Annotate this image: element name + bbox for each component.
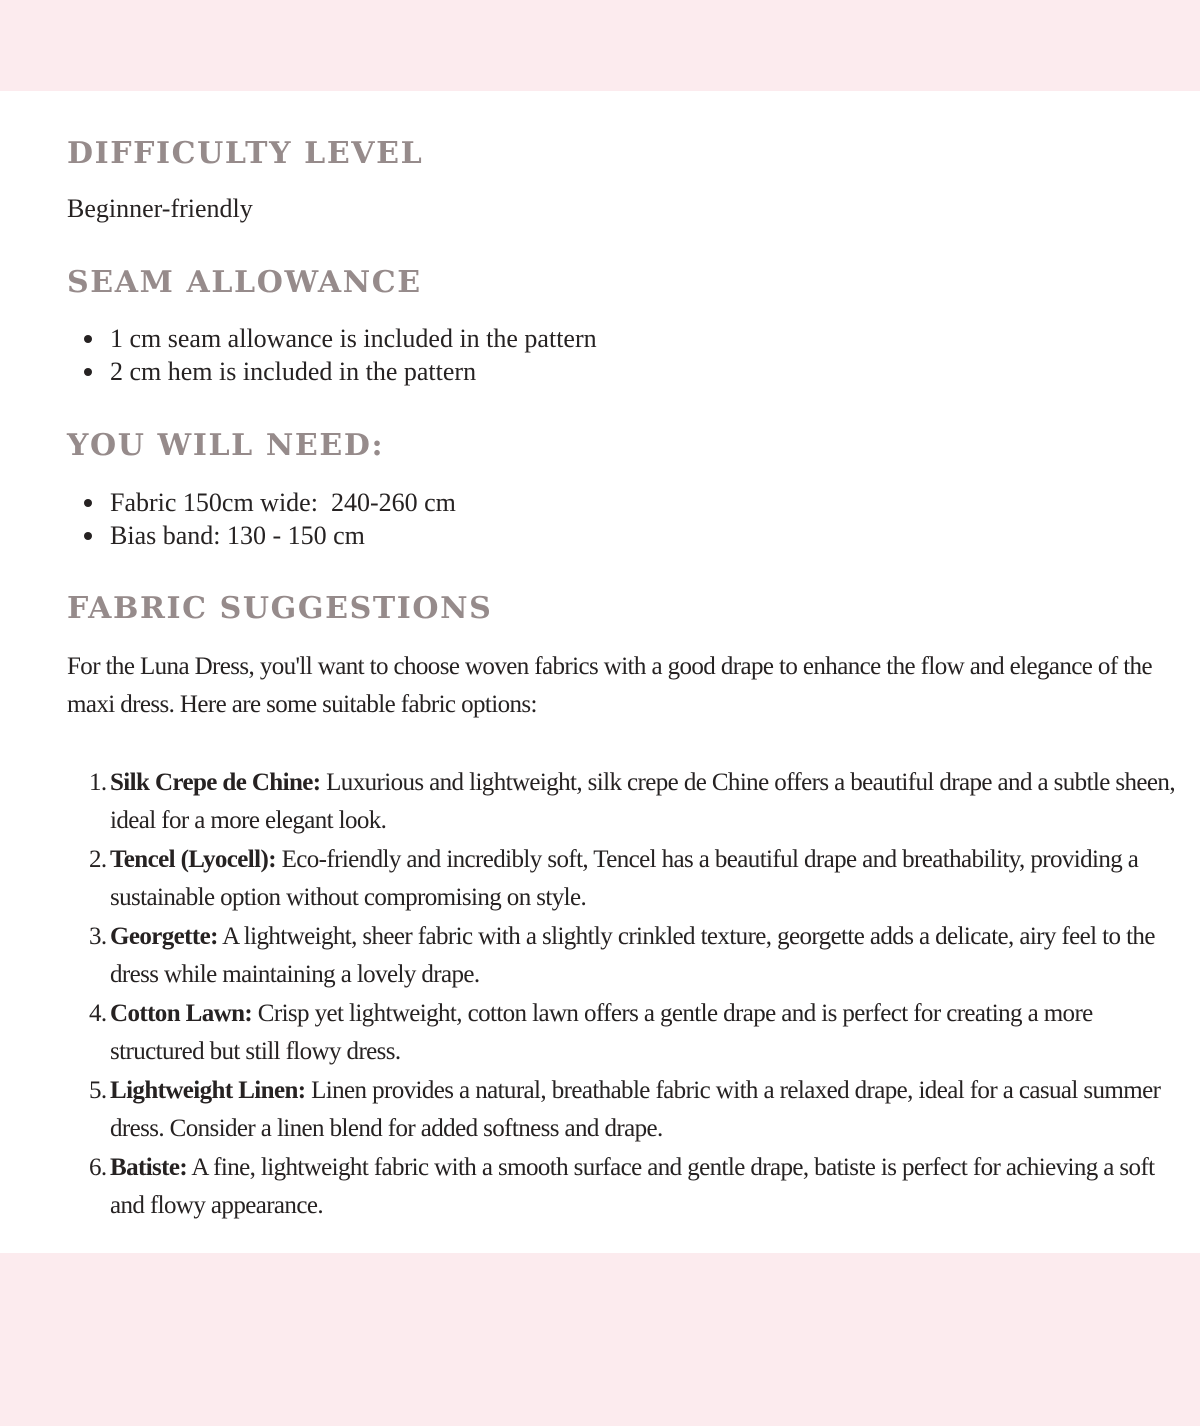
fabric-description: Eco-friendly and incredibly soft, Tencel has a beautiful drape and breathability, providing a sustainable option without compromising on style.: [110, 846, 1139, 911]
list-item: [67, 918, 1177, 995]
bullet-icon: [84, 368, 92, 376]
list-number: 1.: [89, 769, 107, 796]
bullet-icon: [84, 335, 92, 343]
fabric-description: Luxurious and lightweight, silk crepe de Chine offers a beautiful drape and a subtle sheen, ideal for a more elegant look.: [110, 769, 1175, 834]
fabric-name: Lightweight Linen:: [110, 1077, 306, 1104]
list-item: [67, 1149, 1177, 1226]
fabric-description: Crisp yet lightweight, cotton lawn offers a gentle drape and is perfect for creating a more structured but still flowy dress.: [110, 1000, 1093, 1065]
list-item: [67, 519, 456, 552]
list-item: [67, 322, 597, 355]
list-number: 2.: [89, 846, 107, 873]
difficulty-heading: DIFFICULTY LEVEL: [67, 136, 424, 171]
fabric-suggestions-heading: FABRIC SUGGESTIONS: [67, 591, 493, 626]
list-item: [67, 841, 1177, 918]
bullet-icon: [84, 499, 92, 507]
list-number: 4.: [89, 1000, 107, 1027]
list-item: [67, 486, 456, 519]
fabric-description: A fine, lightweight fabric with a smooth surface and gentle drape, batiste is perfect for achieving a soft and flowy appearance.: [110, 1154, 1155, 1219]
difficulty-text: Beginner-friendly: [67, 194, 253, 223]
fabric-name: Batiste:: [110, 1154, 188, 1181]
content-card: [0, 91, 1200, 1253]
list-number: 3.: [89, 923, 107, 950]
list-item-text: 1 cm seam allowance is included in the pattern: [110, 324, 597, 353]
fabric-options-list: [67, 764, 1177, 1226]
fabric-name: Cotton Lawn:: [110, 1000, 253, 1027]
list-item-text: 2 cm hem is included in the pattern: [110, 357, 477, 386]
list-item-text: Bias band: 130 - 150 cm: [110, 521, 365, 550]
fabric-name: Silk Crepe de Chine:: [110, 769, 321, 796]
list-item-text: Fabric 150cm wide: 240-260 cm: [110, 488, 456, 517]
you-will-need-heading: YOU WILL NEED:: [67, 428, 385, 463]
list-number: 5.: [89, 1077, 107, 1104]
list-item: [67, 355, 597, 388]
fabric-description: Linen provides a natural, breathable fabric with a relaxed drape, ideal for a casual summer dress. Consider a linen blend for added softness and drape.: [110, 1077, 1161, 1142]
list-number: 6.: [89, 1154, 107, 1181]
seam-allowance-heading: SEAM ALLOWANCE: [67, 265, 422, 300]
list-item: [67, 1072, 1177, 1149]
you-will-need-list: [67, 486, 456, 552]
fabric-description: A lightweight, sheer fabric with a slightly crinkled texture, georgette adds a delicate, airy feel to the dress while maintaining a lovely drape.: [110, 923, 1155, 988]
list-item: [67, 995, 1177, 1072]
list-item: [67, 764, 1177, 841]
fabric-name: Tencel (Lyocell):: [110, 846, 276, 873]
bullet-icon: [84, 532, 92, 540]
seam-allowance-list: [67, 322, 597, 388]
fabric-name: Georgette:: [110, 923, 218, 950]
fabric-intro-paragraph: For the Luna Dress, you'll want to choose woven fabrics with a good drape to enhance the flow and elegance of the maxi dress. Here are some suitable fabric options:: [67, 653, 1152, 718]
